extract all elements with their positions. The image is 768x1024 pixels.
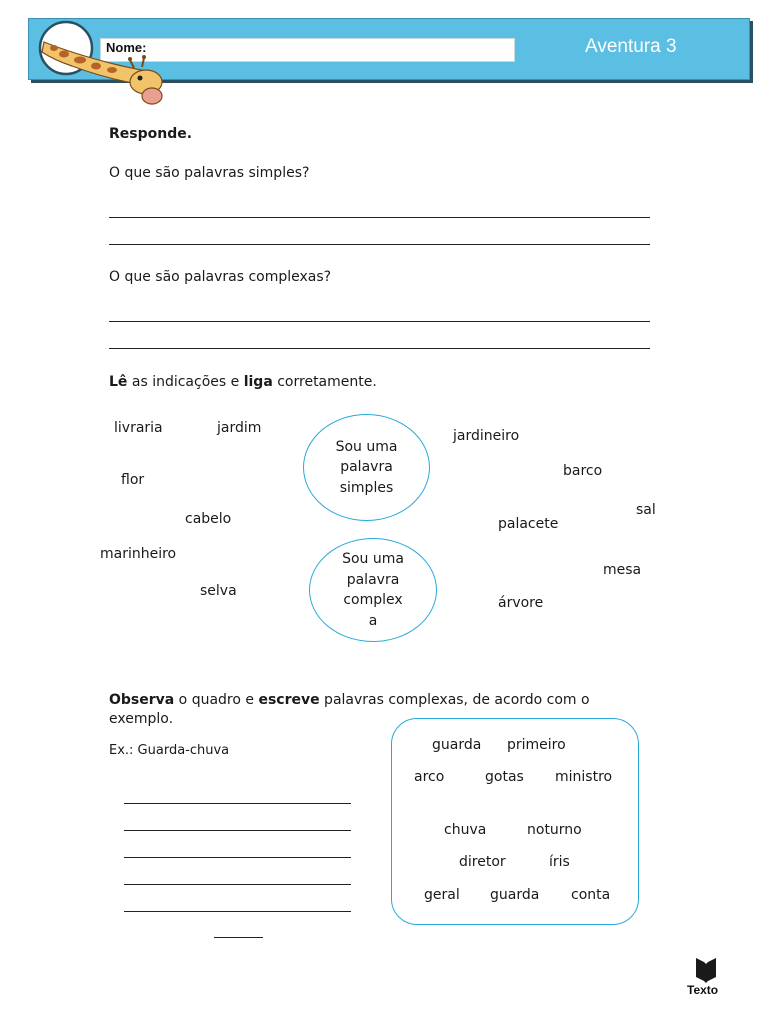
- box-word-diretor[interactable]: diretor: [459, 854, 506, 870]
- box-word-iris[interactable]: íris: [549, 854, 570, 870]
- box-word-primeiro[interactable]: primeiro: [507, 737, 566, 753]
- instruction-text: corretamente.: [272, 374, 377, 390]
- instruction-text: o quadro e: [174, 692, 259, 708]
- publisher-name: Texto: [687, 983, 719, 997]
- word-jardim[interactable]: jardim: [217, 420, 262, 436]
- box-word-guarda[interactable]: guarda: [432, 737, 482, 753]
- answer-line[interactable]: [124, 803, 351, 804]
- instruction-text: as indicações e: [127, 374, 244, 390]
- question-complex-words: O que são palavras complexas?: [109, 269, 332, 285]
- answer-line[interactable]: [109, 244, 650, 245]
- box-word-gotas[interactable]: gotas: [485, 769, 524, 785]
- word-cabelo[interactable]: cabelo: [185, 511, 232, 527]
- example-text: Ex.: Guarda-chuva: [109, 743, 230, 758]
- box-word-guarda-2[interactable]: guarda: [490, 887, 540, 903]
- word-palacete[interactable]: palacete: [498, 516, 559, 532]
- instruction-connect: [109, 373, 377, 391]
- instruction-verb-le: Lê: [109, 374, 128, 390]
- instruction-verb-observa: Observa: [109, 692, 175, 708]
- word-selva[interactable]: selva: [200, 583, 237, 599]
- word-jardineiro[interactable]: jardineiro: [453, 428, 520, 444]
- instruction-verb-liga: liga: [243, 374, 273, 390]
- word-barco[interactable]: barco: [563, 463, 603, 479]
- word-sal[interactable]: sal: [636, 502, 656, 518]
- bubble-complex-label: Sou uma palavra complex a: [342, 551, 404, 629]
- word-marinheiro[interactable]: marinheiro: [100, 546, 177, 562]
- instruction-observe: [109, 691, 590, 709]
- answer-line[interactable]: [124, 884, 351, 885]
- box-word-conta[interactable]: conta: [571, 887, 611, 903]
- answer-line[interactable]: [109, 348, 650, 349]
- section-heading-responde: Responde.: [109, 126, 193, 142]
- box-word-noturno[interactable]: noturno: [527, 822, 582, 838]
- box-word-geral[interactable]: geral: [424, 887, 460, 903]
- instruction-text: palavras complexas, de acordo com o: [319, 692, 590, 708]
- bubble-simple-words[interactable]: [303, 414, 430, 521]
- word-mesa[interactable]: mesa: [603, 562, 642, 578]
- question-simple-words: O que são palavras simples?: [109, 165, 310, 181]
- answer-line[interactable]: [124, 911, 351, 912]
- word-arvore[interactable]: árvore: [498, 595, 544, 611]
- instruction-text-continued: exemplo.: [109, 711, 174, 727]
- answer-line[interactable]: [124, 857, 351, 858]
- box-word-chuva[interactable]: chuva: [444, 822, 487, 838]
- answer-line[interactable]: [109, 217, 650, 218]
- word-livraria[interactable]: livraria: [114, 420, 163, 436]
- answer-line[interactable]: [109, 321, 650, 322]
- adventure-title: Aventura 3: [585, 36, 677, 57]
- box-word-ministro[interactable]: ministro: [555, 769, 613, 785]
- instruction-verb-escreve: escreve: [258, 692, 320, 708]
- giraffe-icon: [34, 20, 174, 106]
- bubble-simple-label: Sou uma palavra simples: [335, 438, 398, 496]
- answer-line[interactable]: [214, 937, 263, 938]
- word-flor[interactable]: flor: [121, 472, 145, 488]
- bubble-complex-words[interactable]: [309, 538, 437, 642]
- name-label: Nome:: [106, 40, 147, 55]
- answer-line[interactable]: [124, 830, 351, 831]
- box-word-arco[interactable]: arco: [414, 769, 445, 785]
